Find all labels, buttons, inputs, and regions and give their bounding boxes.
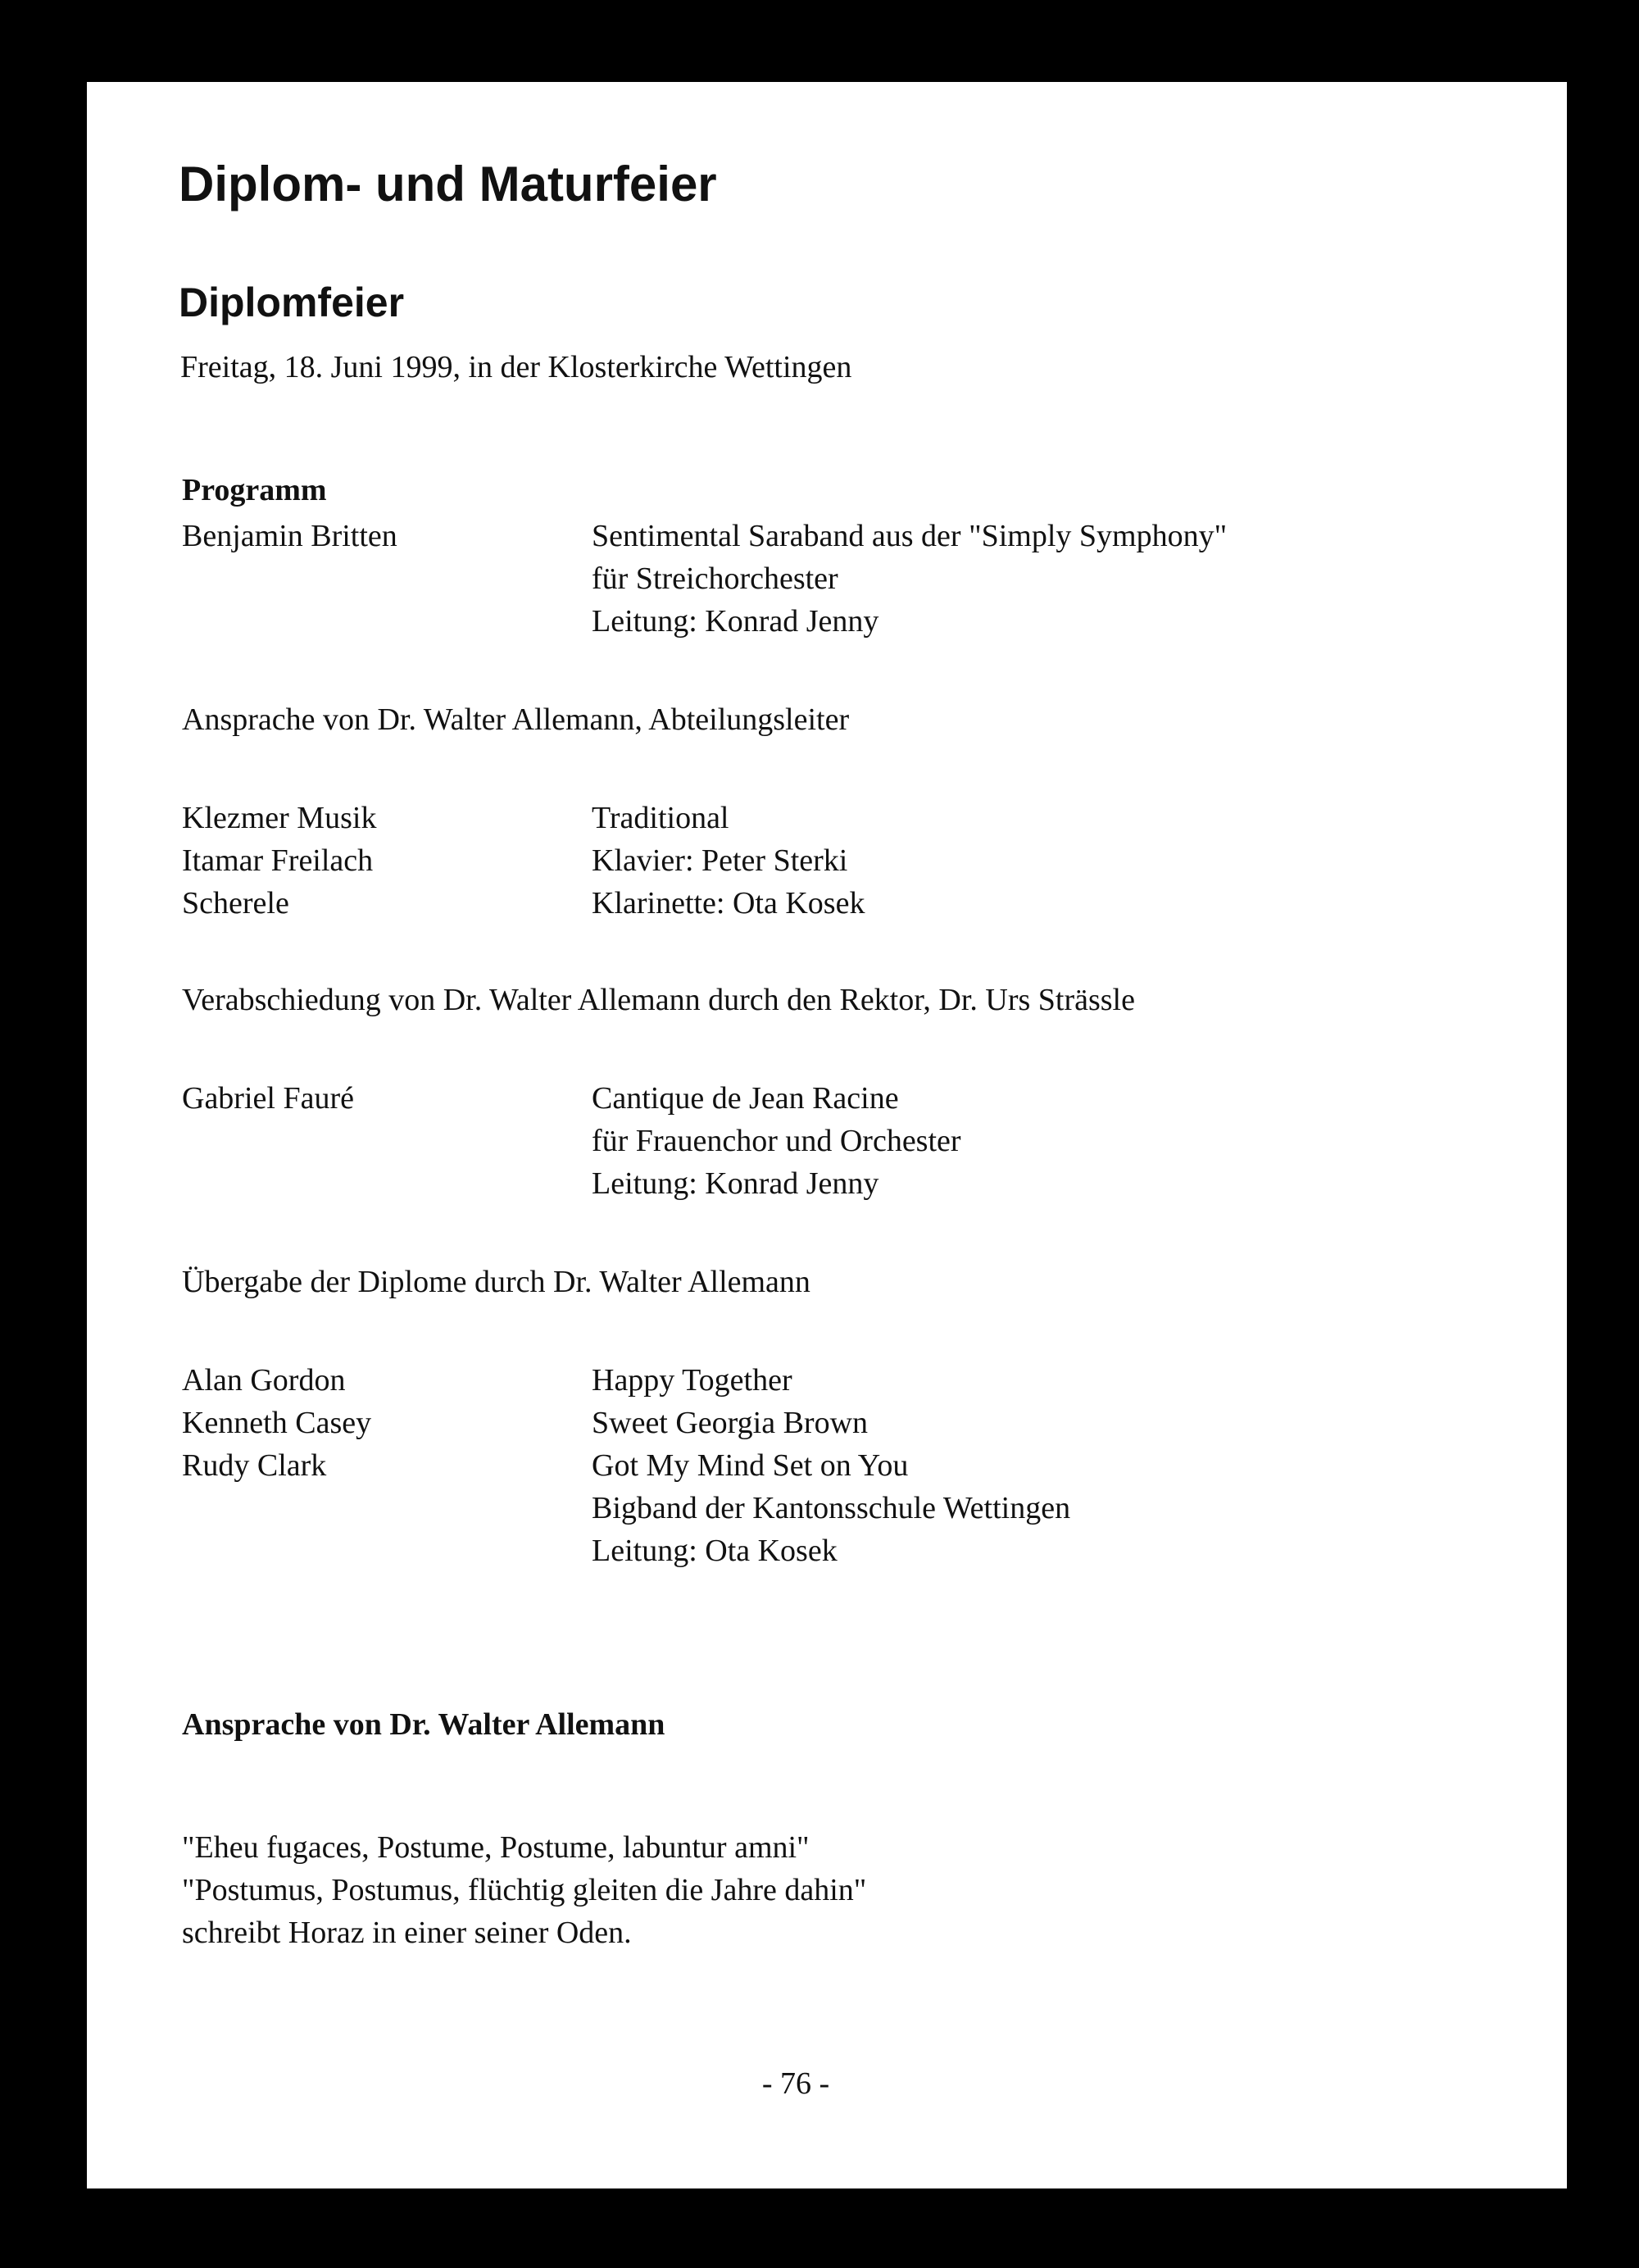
detail-line: Leitung: Ota Kosek [592,1534,838,1568]
detail-line: für Streichorchester [592,561,838,596]
programm-heading: Programm [182,473,327,507]
klezmer-composers [182,797,376,925]
detail-line: Leitung: Konrad Jenny [592,604,879,639]
faure-details [592,1077,961,1205]
composer-line: Kenneth Casey [182,1406,372,1440]
verabschiedung-line: Verabschiedung von Dr. Walter Allemann durch den Rektor, Dr. Urs Strässle [182,983,1135,1017]
section-subtitle: Diplomfeier [179,280,405,325]
composer-line: Rudy Clark [182,1448,327,1483]
composer-line: Alan Gordon [182,1363,346,1398]
detail-line: Happy Together [592,1363,792,1398]
britten-composer [182,515,397,557]
composer-line: Gabriel Fauré [182,1081,354,1116]
detail-line: Sweet Georgia Brown [592,1406,869,1440]
quote-line: "Eheu fugaces, Postume, Postume, labuntur amni" [182,1830,810,1865]
quote-block [182,1826,866,1954]
quote-line: "Postumus, Postumus, flüchtig gleiten die Jahre dahin" [182,1873,867,1907]
detail-line: Klarinette: Ota Kosek [592,886,865,920]
bigband-composers [182,1359,371,1487]
composer-line: Scherele [182,886,289,920]
page-number: - 76 - [761,2066,830,2101]
detail-line: Leitung: Konrad Jenny [592,1166,879,1201]
britten-details [592,515,1227,643]
detail-line: für Frauenchor und Orchester [592,1124,961,1158]
detail-line: Sentimental Saraband aus der "Simply Symphony" [592,519,1228,553]
page-title: Diplom- und Maturfeier [179,157,717,211]
detail-line: Traditional [592,801,729,835]
ansprache-line: Ansprache von Dr. Walter Allemann, Abteilungsleiter [182,702,850,737]
bigband-details [592,1359,1070,1572]
quote-line: schreibt Horaz in einer seiner Oden. [182,1916,632,1950]
detail-line: Got My Mind Set on You [592,1448,909,1483]
speech-heading: Ansprache von Dr. Walter Allemann [182,1707,665,1742]
composer-line: Itamar Freilach [182,843,374,878]
date-line: Freitag, 18. Juni 1999, in der Klosterkirche Wettingen [180,350,852,384]
uebergabe-line: Übergabe der Diplome durch Dr. Walter Allemann [182,1265,810,1299]
document-page [87,82,1567,2188]
detail-line: Cantique de Jean Racine [592,1081,899,1116]
detail-line: Bigband der Kantonsschule Wettingen [592,1491,1071,1525]
detail-line: Klavier: Peter Sterki [592,843,848,878]
klezmer-details [592,797,865,925]
composer-line: Klezmer Musik [182,801,377,835]
composer-line: Benjamin Britten [182,519,397,553]
faure-composer [182,1077,354,1120]
